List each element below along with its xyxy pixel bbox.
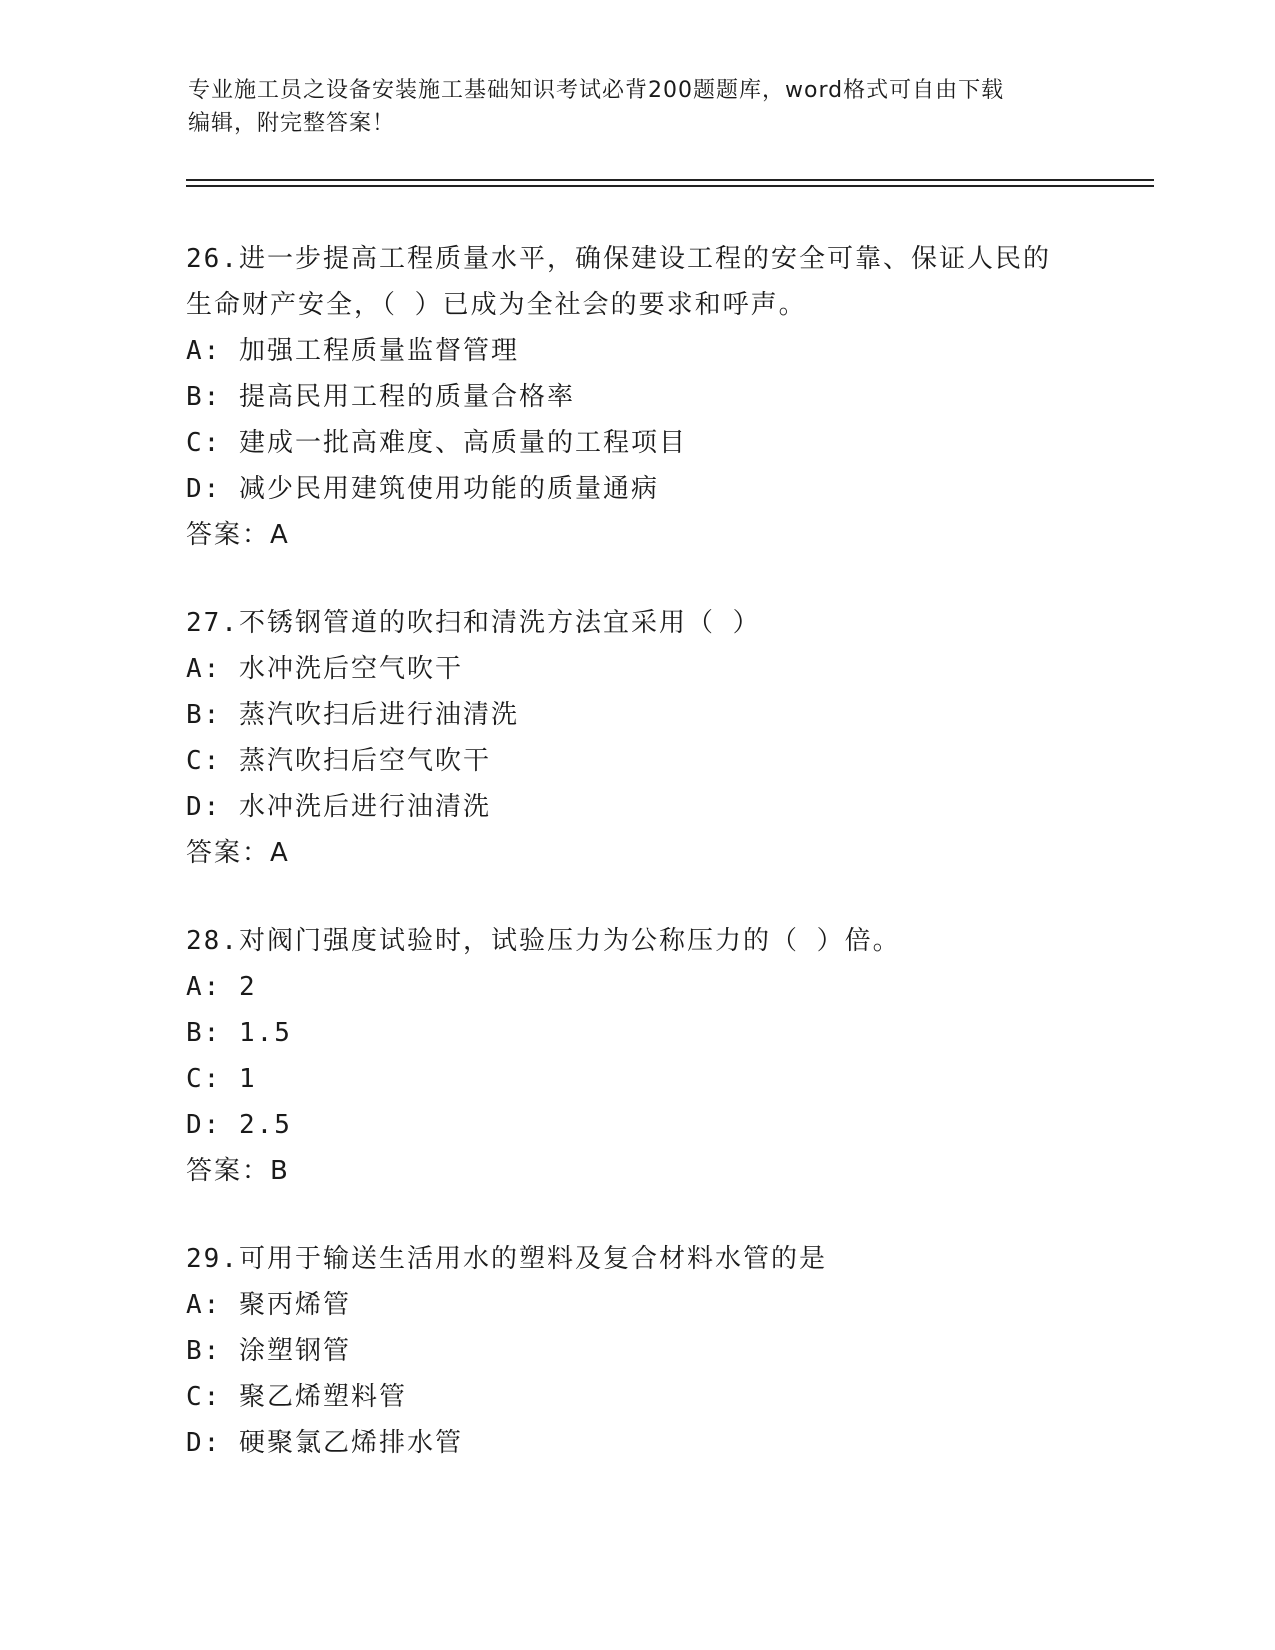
- option-c: C: 建成一批高难度、高质量的工程项目: [186, 428, 687, 458]
- option-a: A: 水冲洗后空气吹干: [186, 654, 463, 684]
- option-c: C: 蒸汽吹扫后空气吹干: [186, 746, 491, 776]
- question-26: [186, 236, 1086, 558]
- question-text: [186, 918, 1086, 964]
- option-a: A: 2: [186, 972, 257, 1002]
- question-line: 26.进一步提高工程质量水平，确保建设工程的安全可靠、保证人民的: [186, 244, 1051, 274]
- question-line: 29.可用于输送生活用水的塑料及复合材料水管的是: [186, 1244, 827, 1274]
- option-d: D: 减少民用建筑使用功能的质量通病: [186, 474, 659, 504]
- option-b: B: 1.5: [186, 1018, 292, 1048]
- question-line: 生命财产安全，（ ）已成为全社会的要求和呼声。: [186, 290, 807, 320]
- question-line: 28.对阀门强度试验时，试验压力为公称压力的（ ）倍。: [186, 926, 901, 956]
- header-divider-bottom: [186, 185, 1154, 187]
- question-text: [186, 1236, 1086, 1282]
- answer-label: 答案：A: [186, 520, 290, 550]
- option-a: A: 聚丙烯管: [186, 1290, 351, 1320]
- option-c: C: 聚乙烯塑料管: [186, 1382, 407, 1412]
- option-c: C: 1: [186, 1064, 257, 1094]
- option-b: B: 提高民用工程的质量合格率: [186, 382, 575, 412]
- header-line-1: 专业施工员之设备安装施工基础知识考试必背200题题库，word格式可自由下载: [188, 78, 1005, 103]
- header-divider-top: [186, 179, 1154, 181]
- option-b: B: 蒸汽吹扫后进行油清洗: [186, 700, 519, 730]
- option-d: D: 2.5: [186, 1110, 292, 1140]
- option-d: D: 硬聚氯乙烯排水管: [186, 1428, 463, 1458]
- question-28: [186, 918, 1086, 1194]
- document-header: [188, 74, 1088, 140]
- question-text: [186, 600, 1086, 646]
- option-b: B: 涂塑钢管: [186, 1336, 351, 1366]
- option-d: D: 水冲洗后进行油清洗: [186, 792, 491, 822]
- question-line: 27.不锈钢管道的吹扫和清洗方法宜采用（ ）: [186, 608, 761, 638]
- answer-label: 答案：B: [186, 1156, 290, 1186]
- answer-label: 答案：A: [186, 838, 290, 868]
- header-line-2: 编辑，附完整答案！: [188, 111, 396, 136]
- option-a: A: 加强工程质量监督管理: [186, 336, 519, 366]
- question-27: [186, 600, 1086, 876]
- question-text: [186, 236, 1086, 328]
- question-29: [186, 1236, 1086, 1466]
- question-list: [186, 236, 1086, 1508]
